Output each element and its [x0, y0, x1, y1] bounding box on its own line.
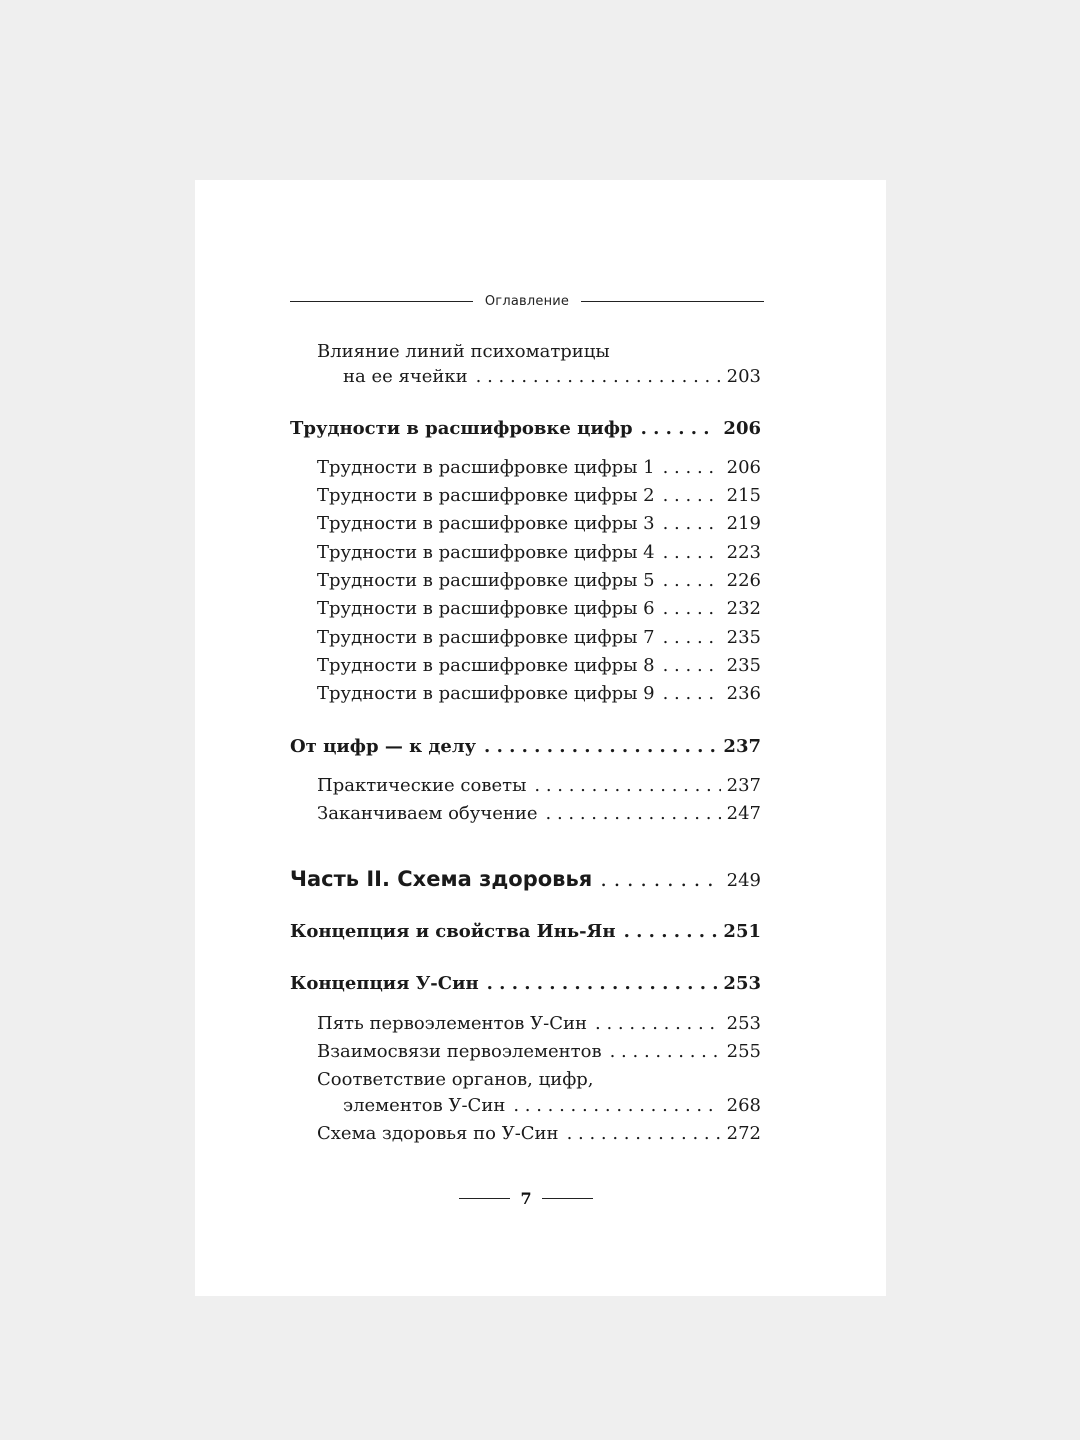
toc-page-number: 268 — [726, 1095, 761, 1116]
toc-entry — [317, 775, 761, 796]
toc-page-number: 235 — [726, 655, 761, 676]
toc-page-number: 203 — [726, 366, 761, 387]
toc-section-title: Концепция и свойства Инь-Ян — [290, 921, 616, 942]
toc-section-title: Концепция У-Син — [290, 973, 479, 994]
toc-entry-title: Трудности в расшифровке цифры 6 — [317, 598, 655, 619]
leader-dots — [663, 513, 721, 534]
toc-entry-title: Заканчиваем обучение — [317, 803, 538, 824]
toc-entry — [317, 513, 761, 534]
toc-entry-line: Соответствие органов, цифр, — [317, 1069, 594, 1090]
toc-part — [290, 867, 761, 891]
toc-page-number: 232 — [726, 598, 761, 619]
toc-page-number: 249 — [726, 870, 761, 891]
toc-page-number: 235 — [726, 627, 761, 648]
toc-section-title: Трудности в расшифровке цифр — [290, 418, 633, 439]
toc-page-number: 237 — [726, 775, 761, 796]
toc-entry-title: Трудности в расшифровке цифры 8 — [317, 655, 655, 676]
toc-entry-title: Практические советы — [317, 775, 527, 796]
leader-dots — [546, 803, 721, 824]
leader-dots — [476, 366, 721, 387]
toc-section — [290, 921, 761, 942]
leader-dots — [641, 418, 718, 439]
toc-entry — [317, 803, 761, 824]
toc-entry — [317, 1041, 761, 1062]
toc-entry-title: Трудности в расшифровке цифры 3 — [317, 513, 655, 534]
header-rule-left — [290, 301, 473, 302]
header-rule-right — [581, 301, 764, 302]
header-title: Оглавление — [484, 293, 570, 309]
toc-entry-line: Влияние линий психоматрицы — [317, 341, 610, 362]
toc-part-title: Часть II. Схема здоровья — [290, 867, 593, 891]
leader-dots — [484, 736, 717, 757]
leader-dots — [513, 1095, 720, 1116]
toc-entry-title: на ее ячейки — [343, 366, 468, 387]
leader-dots — [663, 598, 721, 619]
leader-dots — [663, 457, 721, 478]
toc-page-number: 251 — [723, 921, 761, 942]
toc-entry — [317, 683, 761, 704]
book-page — [195, 180, 886, 1296]
toc-page-number: 253 — [726, 1013, 761, 1034]
running-header — [290, 291, 764, 311]
toc-entry-title: Схема здоровья по У-Син — [317, 1123, 559, 1144]
leader-dots — [663, 683, 721, 704]
toc-page-number: 247 — [726, 803, 761, 824]
toc-entry — [317, 655, 761, 676]
toc-entry — [317, 598, 761, 619]
toc-entry-title: Трудности в расшифровке цифры 9 — [317, 683, 655, 704]
toc-entry — [317, 485, 761, 506]
toc-entry-title: Пять первоэлементов У-Син — [317, 1013, 587, 1034]
toc-section — [290, 973, 761, 994]
toc-entry — [317, 627, 761, 648]
leader-dots — [663, 627, 721, 648]
folio-rule-right — [542, 1198, 593, 1199]
toc-page-number: 236 — [726, 683, 761, 704]
toc-section — [290, 418, 761, 439]
toc-entry — [317, 542, 761, 563]
toc-section — [290, 736, 761, 757]
toc-page-number: 226 — [726, 570, 761, 591]
page-folio — [459, 1187, 593, 1209]
leader-dots — [610, 1041, 721, 1062]
leader-dots — [663, 570, 721, 591]
leader-dots — [487, 973, 718, 994]
toc-entry — [343, 1095, 761, 1116]
leader-dots — [624, 921, 718, 942]
toc-entry-title: Трудности в расшифровке цифры 2 — [317, 485, 655, 506]
toc-page-number: 253 — [723, 973, 761, 994]
leader-dots — [534, 775, 720, 796]
leader-dots — [663, 542, 721, 563]
leader-dots — [567, 1123, 721, 1144]
toc-entry-title: Взаимосвязи первоэлементов — [317, 1041, 602, 1062]
toc-entry — [317, 570, 761, 591]
toc-section-title: От цифр — к делу — [290, 736, 477, 757]
toc-entry — [317, 1123, 761, 1144]
toc-entry-title: Трудности в расшифровке цифры 1 — [317, 457, 655, 478]
toc-entry — [343, 366, 761, 387]
toc-entry — [317, 457, 761, 478]
toc-entry-title: Трудности в расшифровке цифры 4 — [317, 542, 655, 563]
toc-page-number: 206 — [726, 457, 761, 478]
folio-rule-left — [459, 1198, 510, 1199]
toc-page-number: 219 — [726, 513, 761, 534]
toc-page-number: 272 — [726, 1123, 761, 1144]
leader-dots — [600, 867, 720, 891]
leader-dots — [663, 485, 721, 506]
toc-entry-title: Трудности в расшифровке цифры 7 — [317, 627, 655, 648]
toc-entry-title: элементов У-Син — [343, 1095, 506, 1116]
toc-entry-title: Трудности в расшифровке цифры 5 — [317, 570, 655, 591]
toc-entry — [317, 1013, 761, 1034]
toc-page-number: 206 — [723, 418, 761, 439]
leader-dots — [595, 1013, 721, 1034]
toc-page-number: 215 — [726, 485, 761, 506]
leader-dots — [663, 655, 721, 676]
toc-page-number: 223 — [726, 542, 761, 563]
toc-page-number: 237 — [723, 736, 761, 757]
page-number: 7 — [520, 1188, 532, 1208]
toc-page-number: 255 — [726, 1041, 761, 1062]
